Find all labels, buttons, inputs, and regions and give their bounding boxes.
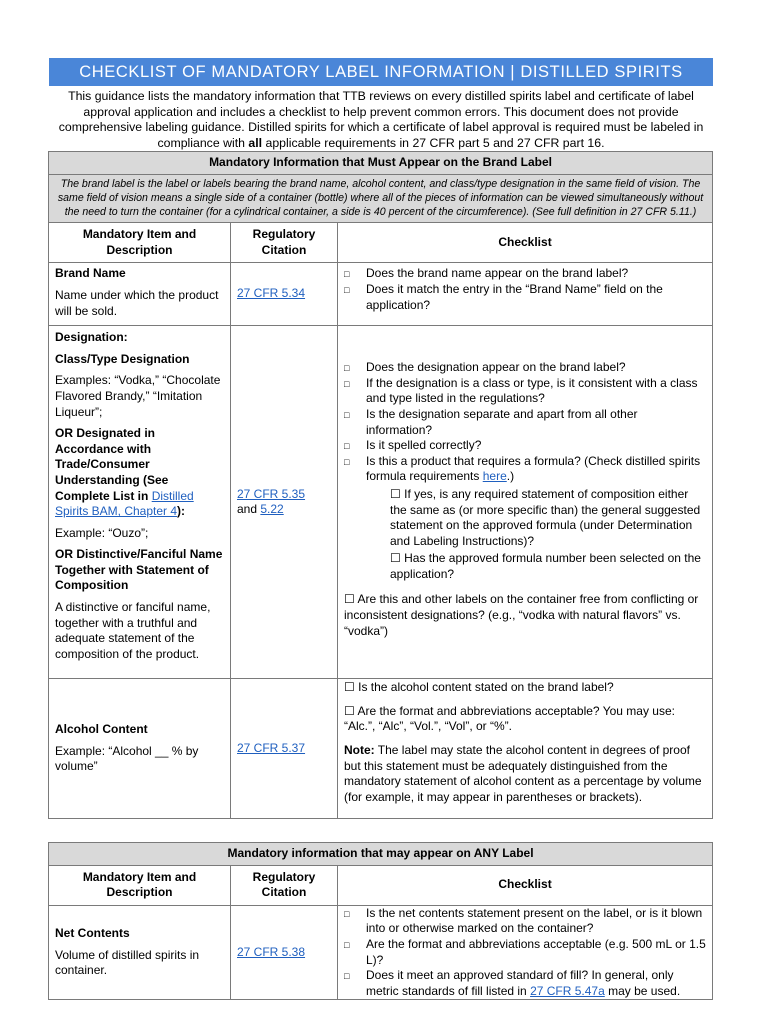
designation-checklist (344, 360, 706, 485)
distilled-spirits-bam-link[interactable]: Distilled Spirits BAM, Chapter 4 (55, 488, 194, 519)
intro-text-end: applicable requirements in 27 CFR part 5 and 27 CFR part 16. (262, 135, 605, 150)
checkbox[interactable]: □ (344, 378, 350, 389)
alcohol-content-title: Alcohol Content (55, 722, 148, 737)
intro-bold: all (248, 135, 263, 150)
citation-link-5-38[interactable]: 27 CFR 5.38 (237, 944, 306, 959)
checkbox[interactable]: □ (344, 269, 350, 280)
checkbox[interactable]: ☐ (344, 703, 355, 718)
brand-section-description: The brand label is the label or labels bearing the brand name, alcohol content, and class/type designation in the same field of vision. The same field of vision means a single side of a container (bottle) where all of the pieces of information can be viewed simultaneously without the need to turn the container (for a cylindrical container, a side is 40 percent of the circumference). (See full definition in 27 CFR 5.11.) (49, 174, 713, 223)
table-row-brand-name (49, 263, 713, 326)
citation-and: and (237, 502, 261, 517)
column-header-checklist: Checklist (338, 223, 713, 263)
citation-link-5-35[interactable]: 27 CFR 5.35 (237, 486, 306, 501)
alcohol-check-format: ☐ Are the format and abbreviations acceptable? You may use: “Alc.”, “Alc”, “Vol.”, “Vol”, or “%”. (344, 703, 675, 734)
designation-title: Designation: (55, 330, 128, 345)
checklist-item: □ Does the brand name appear on the brand label? (344, 266, 706, 282)
checkbox[interactable]: □ (344, 971, 350, 982)
sub-checklist-item: ☐ Has the approved formula number been selected on the application? (390, 551, 701, 581)
citation-link-5-22[interactable]: 5.22 (260, 502, 284, 517)
net-contents-title: Net Contents (55, 926, 130, 941)
checklist-item: □ Is it spelled correctly? (344, 438, 706, 454)
intro-text: This guidance lists the mandatory information that TTB reviews on every distilled spirits label and certificate of label approval application and includes a checklist to help prevent common errors. This document does not provide comprehensive labeling guidance. Distilled spirits for which a certificate of label approval is required must be labeled in compliance with (58, 89, 704, 150)
checkbox[interactable]: □ (344, 409, 350, 420)
brand-name-title: Brand Name (55, 266, 126, 281)
formula-requirements-link[interactable]: here (482, 469, 507, 484)
alcohol-content-example: Example: “Alcohol __ % by volume” (55, 743, 199, 774)
checklist-item: □ Is the designation separate and apart from all other information? (344, 406, 638, 437)
net-contents-description: Volume of distilled spirits in container. (55, 947, 200, 978)
checklist-item: □ Does the designation appear on the brand label? (344, 360, 706, 376)
citation-link-5-34[interactable]: 27 CFR 5.34 (237, 286, 306, 301)
fanciful-name-subtitle: OR Distinctive/Fanciful Name Together with Statement of Composition (55, 547, 223, 593)
column-header-item: Mandatory Item and Description (49, 223, 231, 263)
class-type-examples: Examples: “Vodka,” “Chocolate Flavored Brandy,” “Imitation Liqueur”; (55, 373, 221, 419)
checklist-item: □ If the designation is a class or type, is it consistent with a class and type listed in the regulations? (344, 375, 698, 406)
any-label-table (48, 842, 713, 1000)
citation-link-5-37[interactable]: 27 CFR 5.37 (237, 740, 306, 755)
fanciful-name-description: A distinctive or fanciful name, together with a truthful and adequate statement of the composition of the product. (55, 600, 211, 661)
sub-checklist-item: ☐ If yes, is any required statement of composition either the same as (or more specific than) the general suggested statement on the approved formula (under Determination and Labeling Instructions)? (390, 486, 701, 548)
column-header-item: Mandatory Item and Description (49, 865, 231, 905)
checkbox[interactable]: □ (344, 908, 350, 919)
ouzo-example: Example: “Ouzo”; (55, 525, 149, 540)
brand-name-checklist (344, 266, 706, 313)
document-title-banner (49, 58, 713, 86)
brand-section-heading: Mandatory Information that Must Appear on the Brand Label (49, 152, 713, 175)
checkbox[interactable]: □ (344, 363, 350, 374)
checkbox[interactable]: ☐ (344, 680, 355, 695)
checkbox[interactable]: □ (344, 441, 350, 452)
column-header-checklist: Checklist (338, 865, 713, 905)
checkbox[interactable]: ☐ (390, 486, 401, 501)
document-title: CHECKLIST OF MANDATORY LABEL INFORMATION | DISTILLED SPIRITS (79, 62, 683, 81)
intro-paragraph (49, 89, 713, 151)
checklist-item: □ Are the format and abbreviations acceptable (e.g. 500 mL or 1.5 L)? (344, 936, 706, 967)
checklist-item: □ Does it match the entry in the “Brand Name” field on the application? (344, 281, 663, 312)
brand-label-table (48, 151, 713, 819)
citation-link-5-47a[interactable]: 27 CFR 5.47a (530, 983, 605, 998)
table-row-net-contents (49, 905, 713, 1000)
checklist-item: □ Is the net contents statement present on the label, or is it blown into or otherwise marked on the container? (344, 905, 703, 936)
checklist-item: □ Is this a product that requires a formula? (Check distilled spirits formula requirements here.) (344, 453, 701, 484)
column-header-citation: Regulatory Citation (231, 865, 338, 905)
checkbox[interactable]: □ (344, 939, 350, 950)
brand-name-description: Name under which the product will be sold. (55, 287, 219, 318)
checkbox[interactable]: □ (344, 284, 350, 295)
trade-understanding-subtitle: OR Designated in Accordance with Trade/Consumer Understanding (See Complete List in Distilled Spirits BAM, Chapter 4): (55, 426, 194, 519)
alcohol-note: Note: The label may state the alcohol content in degrees of proof but this statement must be adequately distinguished from the mandatory statement of alcohol content as a percentage by volume (for example, it may appear in parentheses or brackets). (344, 742, 702, 804)
table-row-alcohol-content (49, 679, 713, 819)
checklist-item: □ Does it meet an approved standard of fill? In general, only metric standards of fill listed in 27 CFR 5.47a may be used. (344, 968, 681, 998)
net-contents-checklist (344, 906, 706, 1000)
checkbox[interactable]: ☐ (344, 592, 355, 607)
class-type-subtitle: Class/Type Designation (55, 351, 190, 366)
checkbox[interactable]: □ (344, 456, 350, 467)
conflict-check: ☐ Are this and other labels on the container free from conflicting or inconsistent designations? (e.g., “vodka with natural flavors” vs. “vodka”) (344, 592, 699, 638)
column-header-citation: Regulatory Citation (231, 223, 338, 263)
alcohol-check-stated: ☐ Is the alcohol content stated on the brand label? (344, 680, 614, 695)
any-section-heading: Mandatory information that may appear on ANY Label (49, 843, 713, 866)
checkbox[interactable]: ☐ (390, 551, 401, 566)
table-row-designation (49, 326, 713, 679)
